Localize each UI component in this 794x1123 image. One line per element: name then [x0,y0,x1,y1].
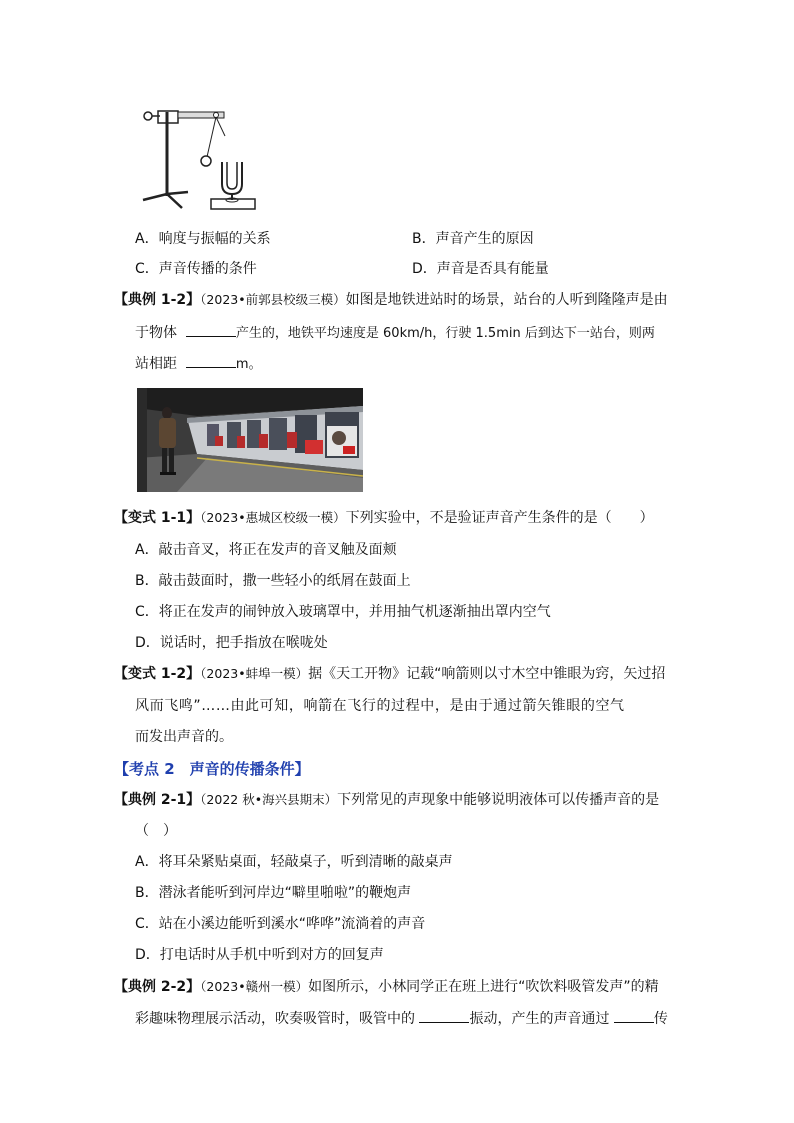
section-heading: 【考点 2 声音的传播条件】 [114,760,310,778]
example-2-1-option-d: D．打电话时从手机中听到对方的回复声 [135,947,384,963]
option-a: A．响度与振幅的关系 [135,231,271,247]
example-2-1-option-c: C．站在小溪边能听到溪水“哗哗”流淌着的声音 [135,916,426,932]
example-2-1-option-a: A．将耳朵紧贴桌面，轻敲桌子，听到清晰的敲桌声 [135,854,453,870]
example-text: 如图是地铁进站时的场景，站台的人听到隆隆声是由 [345,292,668,308]
example-source: （2023•前郭县校级三模） [200,292,346,307]
variant-1-2-line1: 【变式 1-2】（2023•蚌埠一模）据《天工开物》记载“响箭则以寸木空中锥眼为窍，矢过招 [114,666,666,682]
example-1-2-line2: 于物体 产生的，地铁平均速度是 60km/h，行驶 1.5min 后到达下一站台，则两 [135,322,655,344]
example-2-1-option-b: B．潜泳者能听到河岸边“噼里啪啦”的鞭炮声 [135,885,412,901]
example-2-1-line2: （ ） [135,823,177,839]
variant-text: 下列实验中，不是验证声音产生条件的是（ ） [345,510,654,526]
example-tag: 【典例 1-2】 [114,292,201,308]
variant-1-1-option-a: A．敲击音叉，将正在发声的音叉触及面颊 [135,542,397,558]
example-2-2-line1: 【典例 2-2】（2023•赣州一模）如图所示，小林同学正在班上进行“吹饮料吸管发声”的精 [114,979,659,995]
variant-1-1-stem [114,508,654,528]
answer-blank [186,322,236,337]
variant-1-2-line2: 风而飞鸣”……由此可知，响箭在飞行的过程中，是由于通过箭矢锥眼的空气 [135,698,625,714]
variant-tag: 【变式 1-1】 [114,510,201,526]
variant-1-1-option-d: D．说话时，把手指放在喉咙处 [135,635,328,651]
variant-1-1-option-c: C．将正在发声的闹钟放入玻璃罩中，并用抽气机逐渐抽出罩内空气 [135,604,551,620]
answer-blank [614,1008,654,1023]
option-c: C．声音传播的条件 [135,261,257,277]
example-1-2-line3: 站相距 m。 [135,353,262,375]
answer-blank [419,1008,469,1023]
answer-blank [186,353,236,368]
variant-source: （2023•惠城区校级一模） [200,510,346,525]
option-d: D．声音是否具有能量 [412,261,549,277]
option-b: B．声音产生的原因 [412,231,534,247]
subway-station-photo [137,388,363,492]
example-2-1-line1: 【典例 2-1】（2022 秋•海兴县期末）下列常见的声现象中能够说明液体可以传播声音的是 [114,792,660,808]
variant-1-1-option-b: B．敲击鼓面时，撒一些轻小的纸屑在鼓面上 [135,573,411,589]
variant-1-2-line3: 而发出声音的。 [135,729,233,745]
tuning-fork-pendulum-figure [138,100,268,212]
example-1-2-line1 [114,290,668,310]
example-2-2-line2: 彩趣味物理展示活动，吹奏吸管时，吸管中的 振动，产生的声音通过 传 [135,1008,668,1029]
